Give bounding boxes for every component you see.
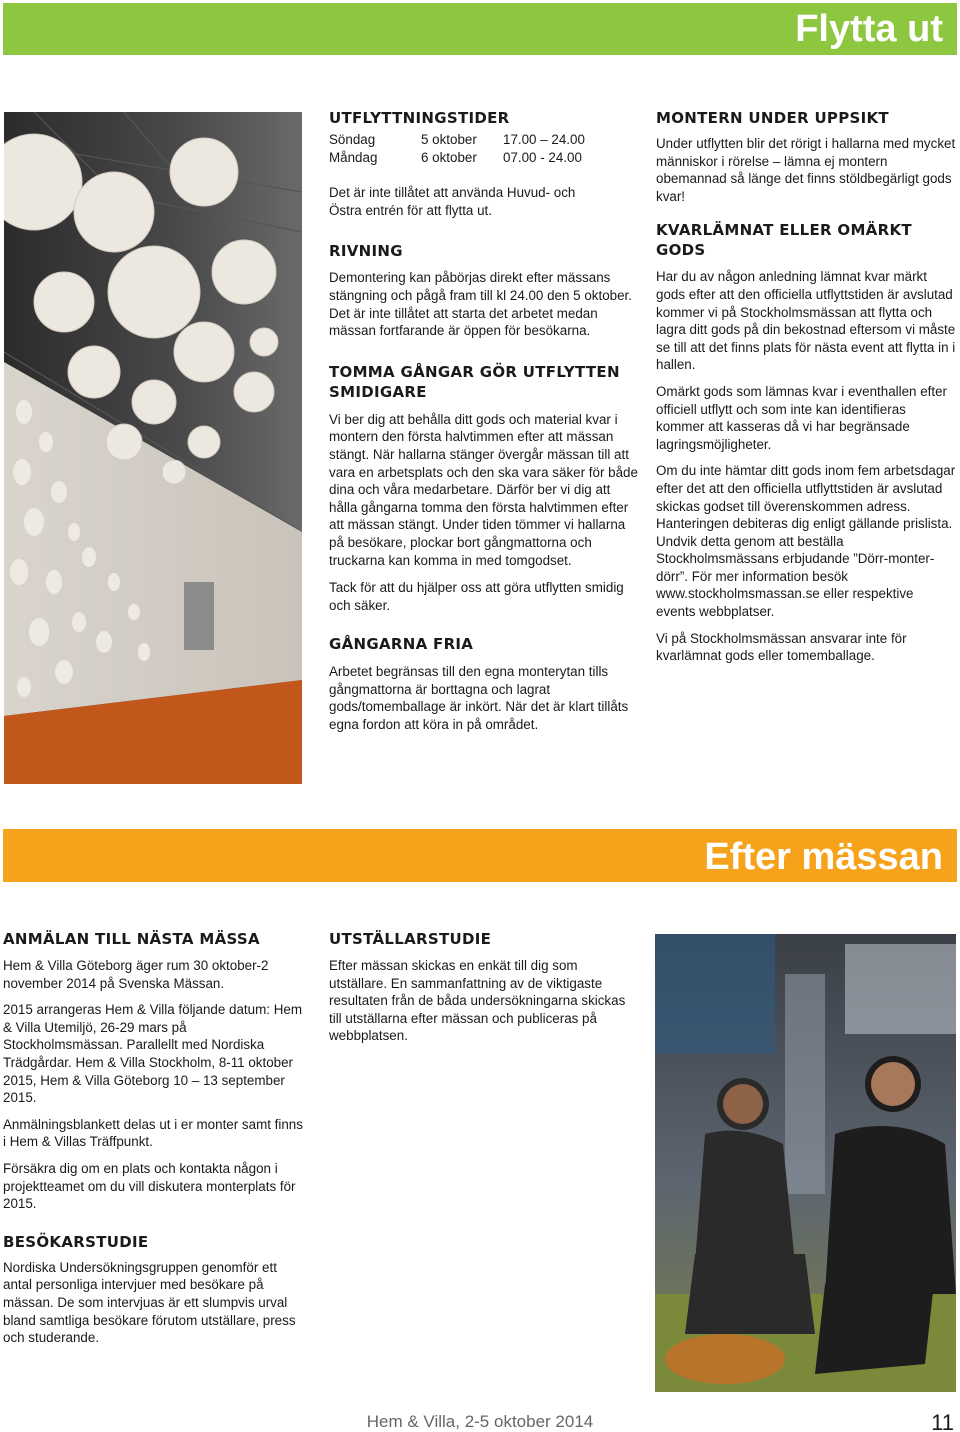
heading-kvarlamnat: KVARLÄMNAT ELLER OMÄRKT GODS (656, 221, 912, 260)
schedule-date: 5 oktober (421, 132, 477, 147)
kvarlamnat-p4: Vi på Stockholmsmässan ansvarar inte för kvarlämnat gods eller tomemballage. (656, 630, 907, 664)
schedule-table (329, 131, 639, 166)
column-middle-top (329, 108, 639, 734)
heading-gangarna-fria: GÅNGARNA FRIA (329, 635, 474, 654)
schedule-row (329, 149, 639, 167)
anmalan-p4: Försäkra dig om en plats och kontakta någon i projektteamet om du vill diskutera monterplats för 2015. (3, 1160, 296, 1212)
heading-montern: MONTERN UNDER UPPSIKT (656, 109, 889, 127)
column-left-bottom (3, 929, 308, 1347)
kvarlamnat-p3: Om du inte hämtar ditt gods inom fem arbetsdagar efter det att den officiella utflyttstiden är avslutad skickas godset till överenskommen adress. Hanteringen debiteras dig enligt gällande prislista. Undvik detta genom att beställa Stockholmsmässans erbjudande ”Dörr-monter-dörr”. För mer information besök www.stockholmsmassan.se eller respektive events webbplatser. (656, 463, 956, 620)
column-middle-bottom (329, 929, 629, 1045)
entrance-note: Det är inte tillåtet att använda Huvud- och Östra entrén för att flytta ut. (329, 185, 576, 218)
section-banner-efter-massan (3, 829, 957, 882)
heading-rivning: RIVNING (329, 242, 403, 261)
tomma-gangar-text: Vi ber dig att behålla ditt gods och material kvar i montern den första halvtimmen efter att mässan stängt. När hallarna stänger övergår mässan till att vara en arbetsplats och den ska vara säker för både dina och våra medarbetare. Därför ber vi dig att hålla gångarna tomma den första halvtimmen efter att mässan stängt. Under tiden tömmer vi hallarna på besökare, plockar bort gångmattorna och truckarna kan komma in med tomgodset. (329, 411, 638, 568)
schedule-time: 17.00 – 24.00 (503, 132, 585, 147)
exhibition-hall-photo (4, 112, 302, 784)
anmalan-p2: 2015 arrangeras Hem & Villa följande datum: Hem & Villa Utemiljö, 26-29 mars på Stockholmsmässan. Parallellt med Nordiska Trädgårdar. Hem & Villa Stockholm, 8-11 oktober 2015, Hem & Villa Göteborg 10 – 13 september 2015. (3, 1002, 302, 1106)
schedule-day: Söndag (329, 132, 376, 147)
utstallarstudie-text: Efter mässan skickas en enkät till dig som utställare. En sammanfattning av de viktigaste resultaten från de båda undersökningarna skickas till utställarna efter mässan och publiceras på webbplatsen. (329, 958, 626, 1044)
column-right-top (656, 108, 956, 665)
heading-tomma-gangar: TOMMA GÅNGAR GÖR UTFLYTTEN SMIDIGARE (329, 362, 620, 401)
anmalan-p1: Hem & Villa Göteborg äger rum 30 oktober-2 november 2014 på Svenska Mässan. (3, 958, 269, 991)
tomma-gangar-thanks: Tack för att du hjälper oss att göra utflytten smidig och säker. (329, 580, 624, 613)
section-title: Flytta ut (795, 8, 943, 50)
schedule-time: 07.00 - 24.00 (503, 149, 582, 165)
schedule-row (329, 131, 639, 149)
montern-text: Under utflytten blir det rörigt i hallarna med mycket människor i rörelse – lämna ej montern obemannad så länge det finns stöldbegärligt gods kvar! (656, 136, 956, 204)
heading-besokarstudie: BESÖKARSTUDIE (3, 1232, 149, 1251)
rivning-text: Demontering kan påbörjas direkt efter mässans stängning och pågå fram till kl 24.00 den 5 oktober. Det är inte tillåtet att starta det arbetet medan mässan fortfarande är öppen för besökarna. (329, 270, 632, 339)
kvarlamnat-p1: Har du av någon anledning lämnat kvar märkt gods efter att den officiella utflyttstiden är avslutad kommer vi på Stockholmsmässan att flytta och lagra ditt gods på din bekostnad eftersom vi måste se till att det finns plats för nästa event att flytta in i hallen. (656, 269, 956, 373)
heading-utstallarstudie: UTSTÄLLARSTUDIE (329, 930, 492, 948)
visitors-talking-photo (655, 934, 956, 1392)
section-title: Efter mässan (704, 836, 943, 878)
footer-event-info: Hem & Villa, 2-5 oktober 2014 (366, 1412, 594, 1431)
heading-anmalan: ANMÄLAN TILL NÄSTA MÄSSA (3, 930, 260, 948)
schedule-date: 6 oktober (421, 149, 477, 165)
kvarlamnat-p2: Omärkt gods som lämnas kvar i eventhallen efter officiell utflytt och som inte kan identifieras kommer att kasseras då vi har begränsade lagringsmöjligheter. (656, 383, 947, 452)
gangarna-fria-text: Arbetet begränsas till den egna monterytan tills gångmattorna är borttagna och lagrat gods/tomemballage är inkört. När det är klart tillåts egna fordon att köra in på området. (329, 664, 629, 733)
anmalan-p3: Anmälningsblankett delas ut i er monter samt finns i Hem & Villas Träffpunkt. (3, 1116, 303, 1150)
page-number: 11 (931, 1410, 954, 1432)
besokarstudie-text: Nordiska Undersökningsgruppen genomför ett antal personliga intervjuer med besökare på mässan. De som intervjuas är ett slumpvis urval bland samtliga besökare förutom utställare, press och studerande. (3, 1259, 296, 1346)
heading-utflyttningstider: UTFLYTTNINGSTIDER (329, 109, 510, 127)
section-banner-flytta-ut (3, 3, 957, 55)
schedule-day: Måndag (329, 149, 378, 165)
